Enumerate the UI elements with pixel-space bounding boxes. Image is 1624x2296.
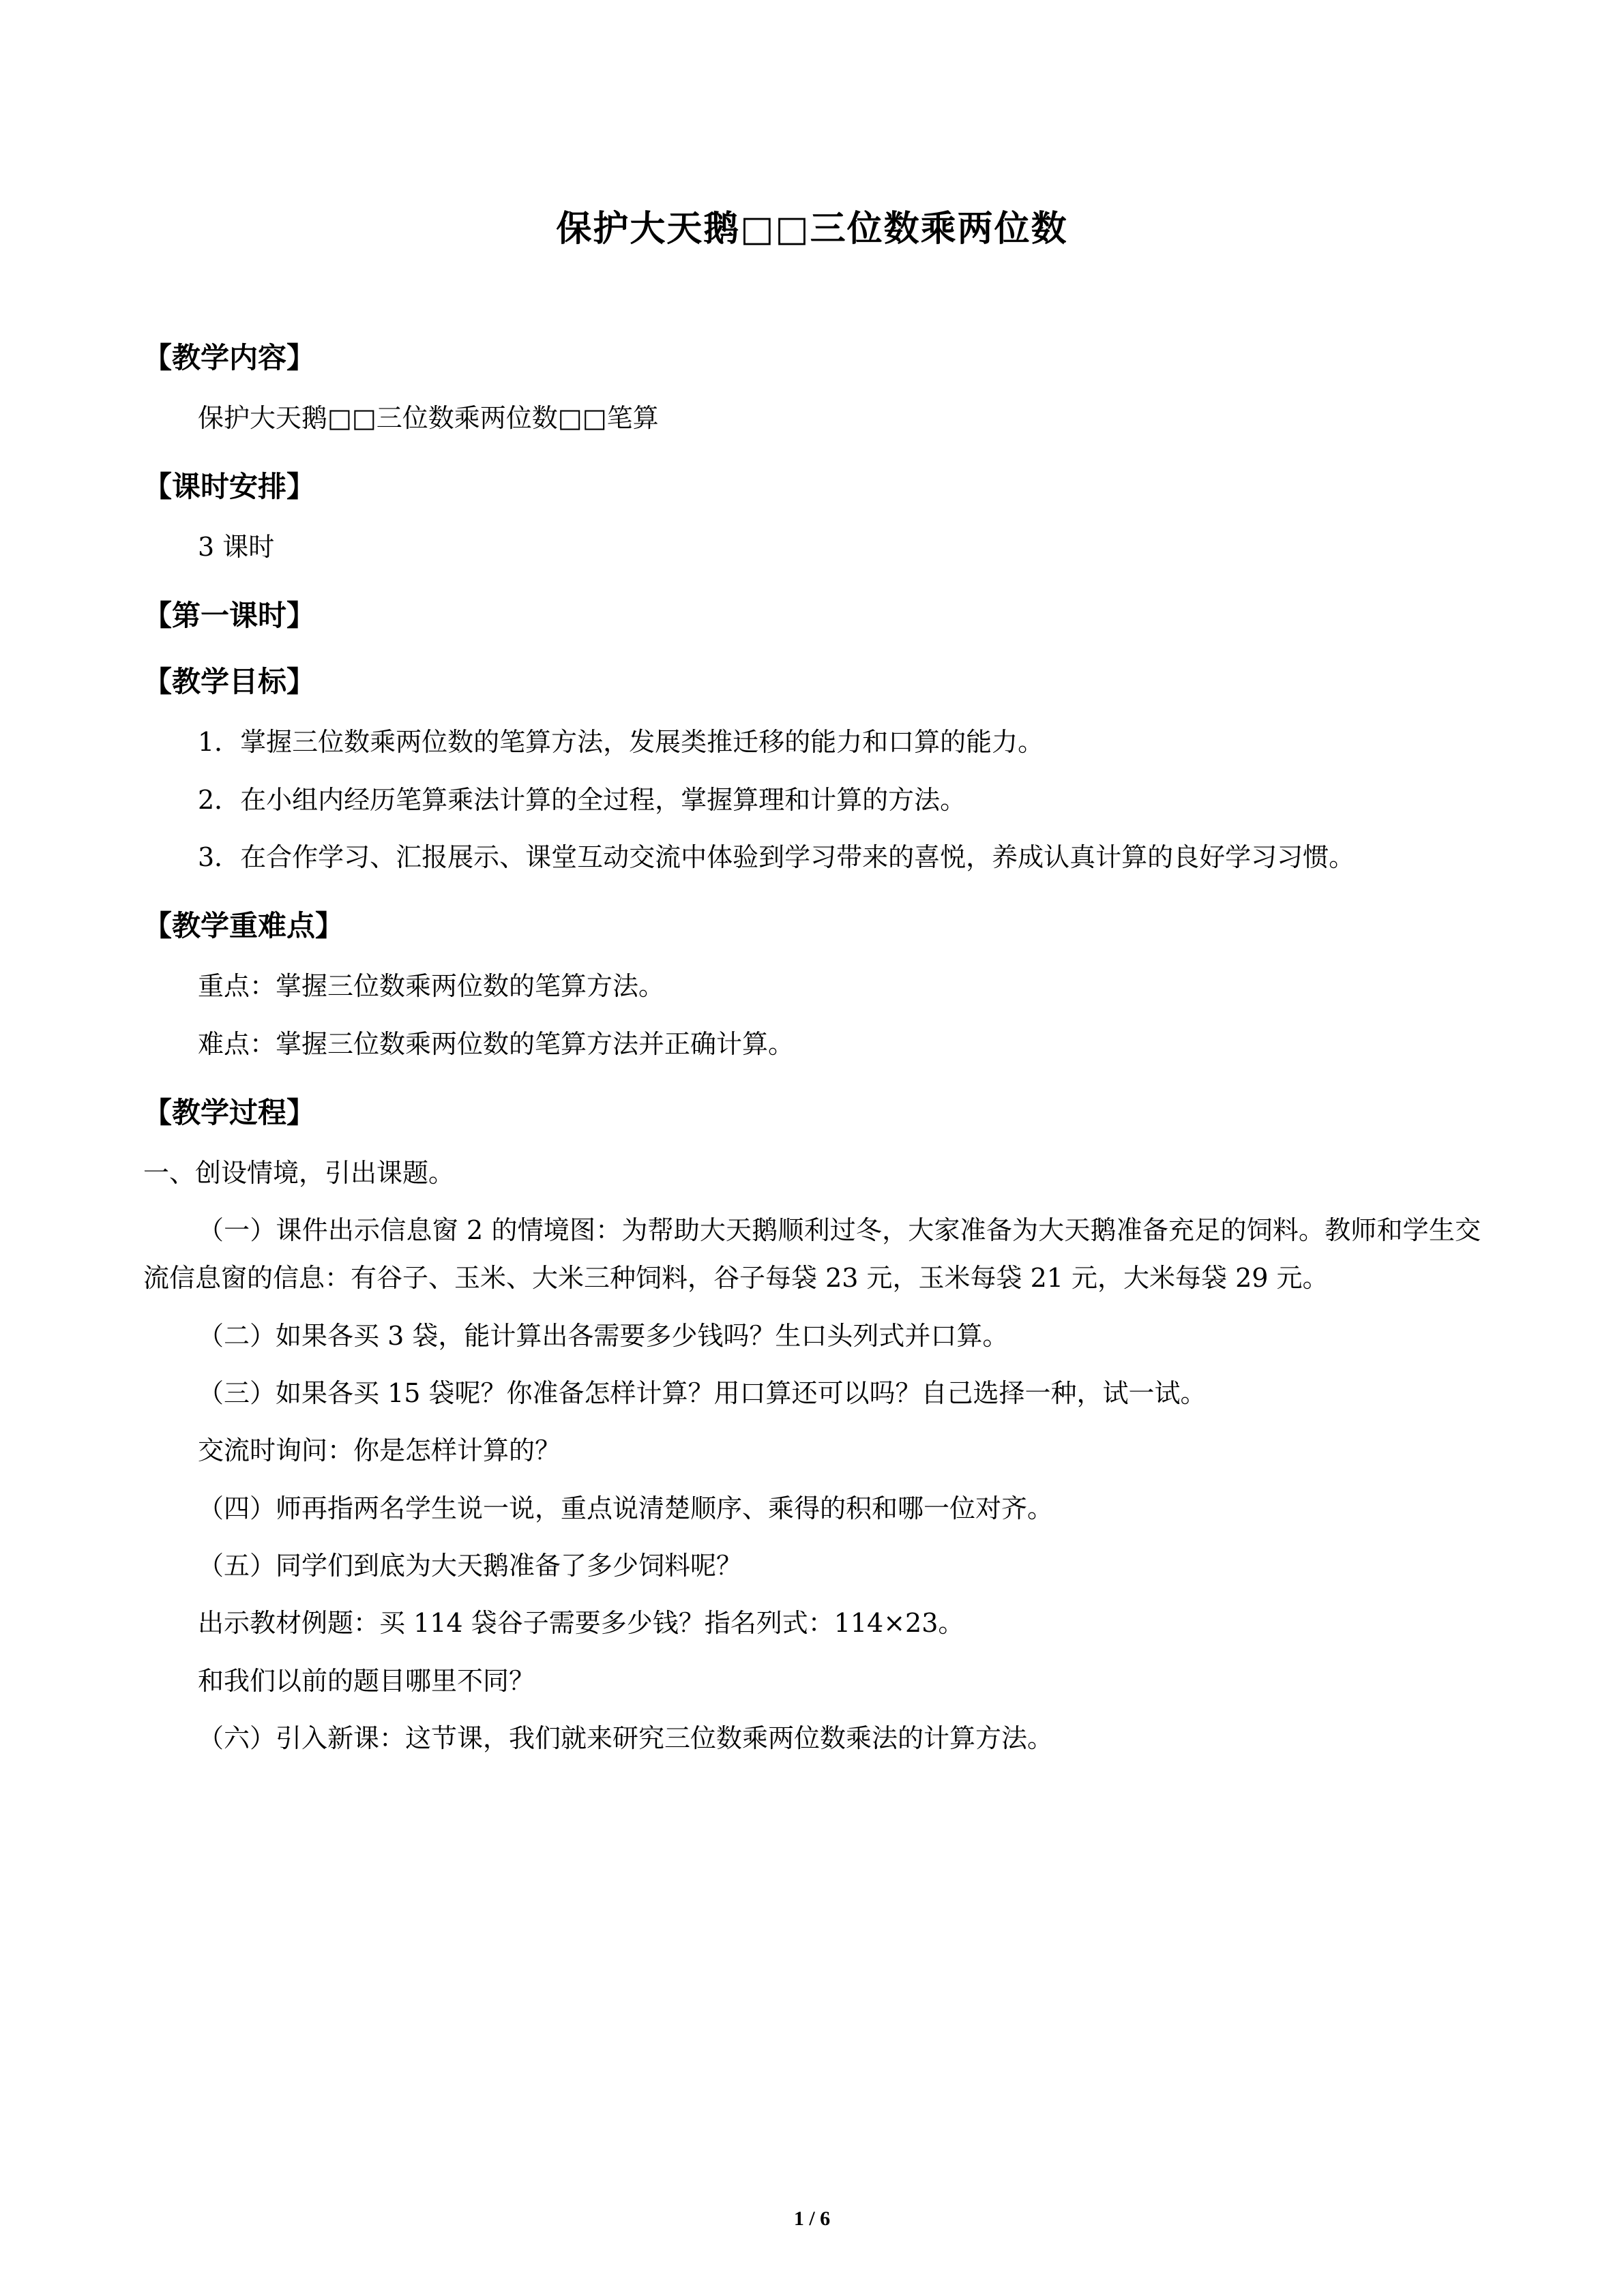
paragraph: 出示教材例题：买 114 袋谷子需要多少钱？指名列式：114×23。 (198, 1608, 964, 1639)
paragraph: 交流时询问：你是怎样计算的？ (198, 1435, 561, 1466)
paragraph: （一）课件出示信息窗 2 的情境图：为帮助大天鹅顺利过冬，大家准备为大天鹅准备充足的饲料。教师和学生交流信息窗的信息：有谷子、玉米、大米三种饲料，谷子每袋 23 元，玉米每袋 21 元，大米每袋 29 元。 (143, 1215, 1481, 1294)
section-body-teaching-content (143, 394, 1481, 442)
section-body-teaching-objectives (143, 718, 1481, 881)
section-heading-key-difficulties: 【教学重难点】 (143, 909, 344, 943)
paragraph: （四）师再指两名学生说一说，重点说清楚顺序、乘得的积和哪一位对齐。 (198, 1493, 1054, 1523)
paragraph: 3 课时 (198, 532, 275, 563)
paragraph: 3．在合作学习、汇报展示、课堂互动交流中体验到学习带来的喜悦，养成认真计算的良好学习习惯。 (198, 841, 1355, 872)
section-heading-teaching-objectives: 【教学目标】 (143, 665, 316, 699)
section-heading-teaching-process: 【教学过程】 (143, 1095, 316, 1129)
section-heading-class-schedule: 【课时安排】 (143, 470, 316, 504)
section-heading-teaching-content: 【教学内容】 (143, 340, 316, 374)
page-title: 保护大天鹅□□三位数乘两位数 (556, 208, 1068, 250)
paragraph: （五）同学们到底为大天鹅准备了多少饲料呢？ (198, 1550, 743, 1581)
paragraph: 1．掌握三位数乘两位数的笔算方法，发展类推迁移的能力和口算的能力。 (198, 727, 1044, 758)
paragraph: 2．在小组内经历笔算乘法计算的全过程，掌握算理和计算的方法。 (198, 784, 966, 815)
paragraph: 重点：掌握三位数乘两位数的笔算方法。 (198, 971, 665, 1002)
paragraph: 一、创设情境，引出课题。 (143, 1157, 455, 1188)
paragraph: （六）引入新课：这节课，我们就来研究三位数乘两位数乘法的计算方法。 (198, 1723, 1054, 1753)
section-heading-first-lesson: 【第一课时】 (143, 599, 316, 633)
page-number: 1 / 6 (793, 2207, 831, 2230)
paragraph: 难点：掌握三位数乘两位数的笔算方法并正确计算。 (198, 1028, 795, 1059)
section-body-key-difficulties (143, 962, 1481, 1068)
section-body-teaching-process (143, 1149, 1481, 1762)
paragraph: 和我们以前的题目哪里不同？ (198, 1665, 535, 1696)
paragraph: （三）如果各买 15 袋呢？你准备怎样计算？用口算还可以吗？自己选择一种，试一试。 (198, 1378, 1207, 1409)
section-body-class-schedule (143, 523, 1481, 571)
paragraph: 保护大天鹅□□三位数乘两位数□□笔算 (198, 402, 659, 433)
paragraph: （二）如果各买 3 袋，能计算出各需要多少钱吗？生口头列式并口算。 (198, 1320, 1009, 1351)
